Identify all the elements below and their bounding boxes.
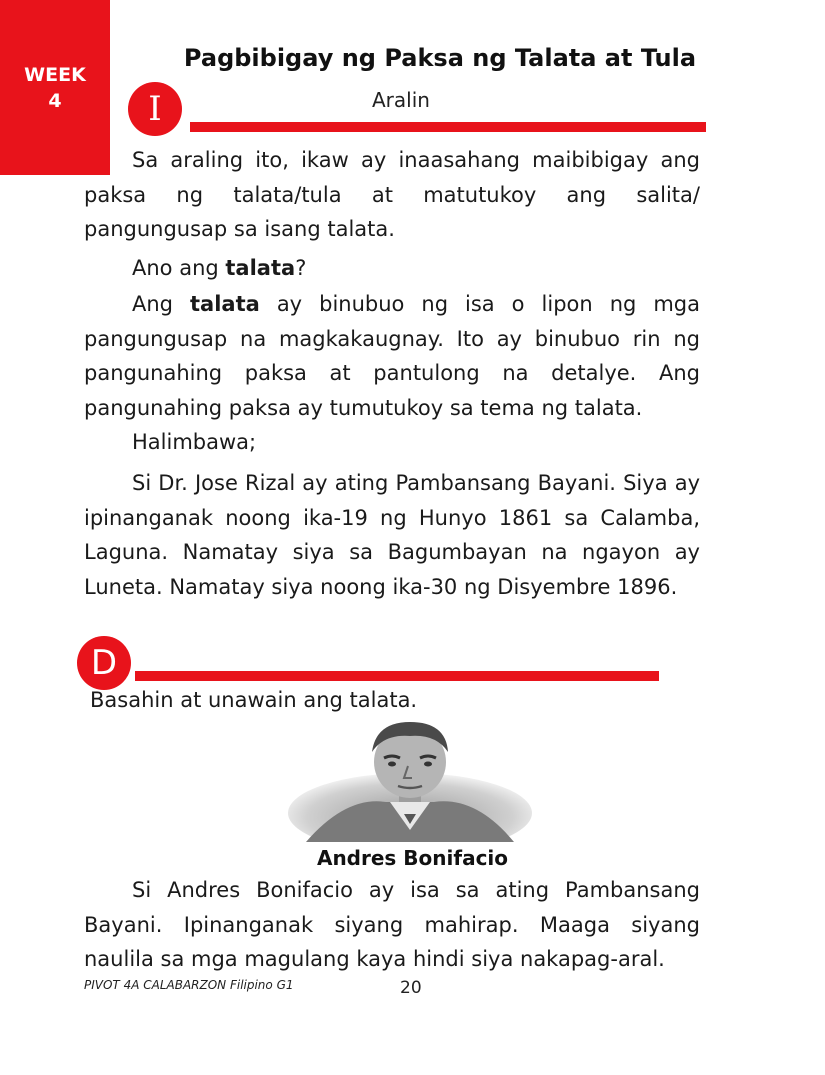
intro-paragraph: Sa araling ito, ikaw ay inaasahang maibibigay ang paksa ng talata/tula at matutukoy ang salita/ pangungusap sa isang talata. [84,148,700,241]
section-d-rule [135,671,659,681]
section-d-badge: D [77,636,131,690]
section-i-label: Aralin [372,88,430,112]
question-prefix: Ano ang [132,256,226,280]
portrait-image [286,718,534,842]
week-label: WEEK [24,64,86,86]
question-line [84,251,700,286]
instruction-text: Basahin at unawain ang talata. [90,688,418,712]
week-number: 4 [48,90,62,112]
definition-prefix: Ang [132,292,191,316]
footer-source: PIVOT 4A CALABARZON Filipino G1 [84,978,294,992]
section-i-rule [190,122,706,132]
page-number: 20 [400,978,422,998]
definition-term: talata [190,292,260,316]
definition-paragraph [84,287,700,425]
question-suffix: ? [295,256,307,280]
reading-title: Andres Bonifacio [316,846,509,870]
section-i-badge: I [128,82,182,136]
page-title: Pagbibigay ng Paksa ng Talata at Tula [183,44,697,72]
question-term: talata [225,256,296,280]
definition-rest: ay binubuo ng isa o lipon ng mga pangungusap na magkakaugnay. Ito ay binubuo rin ng pangunahing paksa at pantulong na detalye. Ang pangunahing paksa ay tumutukoy sa tema ng talata. [84,292,700,420]
reading-paragraph: Si Andres Bonifacio ay isa sa ating Pambansang Bayani. Ipinanganak siyang mahirap. Maaga siyang naulila sa mga magulang kaya hindi siya nakapag-aral. [84,878,700,971]
example-label: Halimbawa; [132,430,257,454]
example-paragraph: Si Dr. Jose Rizal ay ating Pambansang Bayani. Siya ay ipinanganak noong ika-19 ng Hunyo 1861 sa Calamba, Laguna. Namatay siya sa Bagumbayan na ngayon ay Luneta. Namatay siya noong ika-30 ng Disyembre 1896. [84,471,700,599]
